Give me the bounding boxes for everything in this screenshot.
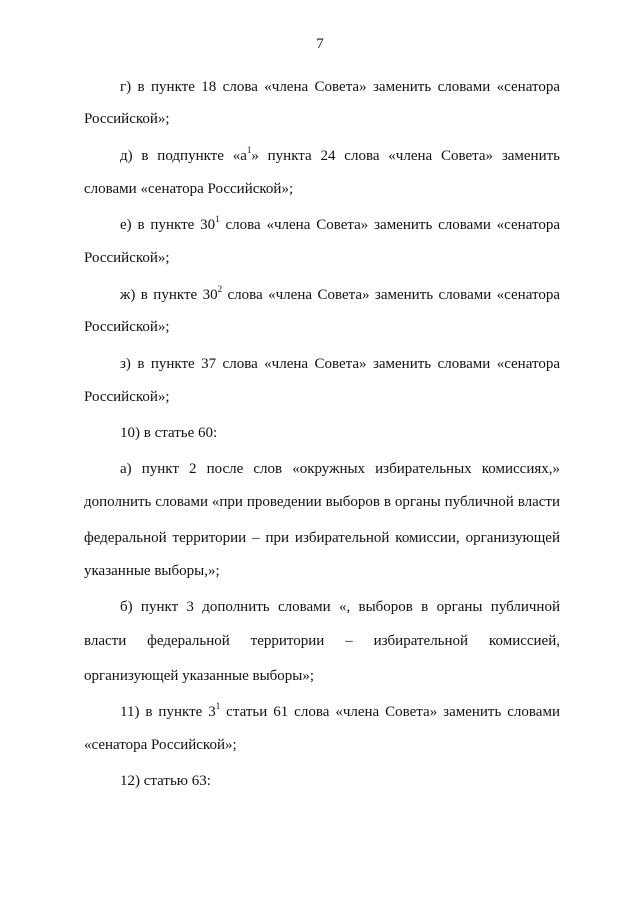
paragraph-zh-line-2: Российской»; [84,319,170,335]
paragraph-11-line-2: «сенатора Российской»; [84,737,237,753]
paragraph-a-line-3: федеральной территории – при избирательной комиссии, организующей [84,530,560,546]
paragraph-e-text-a: е) в пункте 30 [120,217,216,233]
paragraph-z-line-2: Российской»; [84,389,170,405]
superscript: 1 [215,214,220,224]
paragraph-d-text-a: д) в подпункте «а [120,148,247,164]
superscript: 1 [246,145,252,155]
paragraph-b-line-2: власти федеральной территории – избирательной комиссией, [84,633,560,649]
paragraph-zh-text-a: ж) в пункте 30 [120,287,218,303]
paragraph-11-text-a: 11) в пункте 3 [120,704,216,720]
paragraph-d-line-2: словами «сенатора Российской»; [84,181,294,197]
paragraph-b-line-1: б) пункт 3 дополнить словами «, выборов в органы публичной [120,599,560,615]
superscript: 2 [217,284,223,294]
paragraph-11-line-1 [120,703,560,721]
paragraph-12: 12) статью 63: [120,773,211,789]
paragraph-d-line-1 [120,147,560,165]
paragraph-a-line-2: дополнить словами «при проведении выборов в органы публичной власти [84,494,560,510]
page-number: 7 [316,36,324,52]
paragraph-e-line-2: Российской»; [84,250,170,266]
paragraph-zh-text-b: слова «члена Совета» заменить словами «сенатора [222,287,560,303]
paragraph-10: 10) в статье 60: [120,425,218,441]
paragraph-a-line-4: указанные выборы,»; [84,563,220,579]
paragraph-e-text-b: слова «члена Совета» заменить словами «сенатора [219,217,560,233]
paragraph-z-line-1: з) в пункте 37 слова «члена Совета» заменить словами «сенатора [120,356,560,372]
paragraph-g-line-1: г) в пункте 18 слова «члена Совета» заменить словами «сенатора [120,79,560,95]
paragraph-e-line-1 [120,216,560,234]
paragraph-a-line-1: а) пункт 2 после слов «окружных избирательных комиссиях,» [120,461,560,477]
paragraph-d-text-b: » пункта 24 слова «члена Совета» заменить [251,148,560,164]
paragraph-zh-line-1 [120,286,560,304]
paragraph-11-text-b: статьи 61 слова «члена Совета» заменить словами [220,704,560,720]
paragraph-g-line-2: Российской»; [84,111,170,127]
superscript: 1 [215,701,221,711]
paragraph-b-line-3: организующей указанные выборы»; [84,668,315,684]
